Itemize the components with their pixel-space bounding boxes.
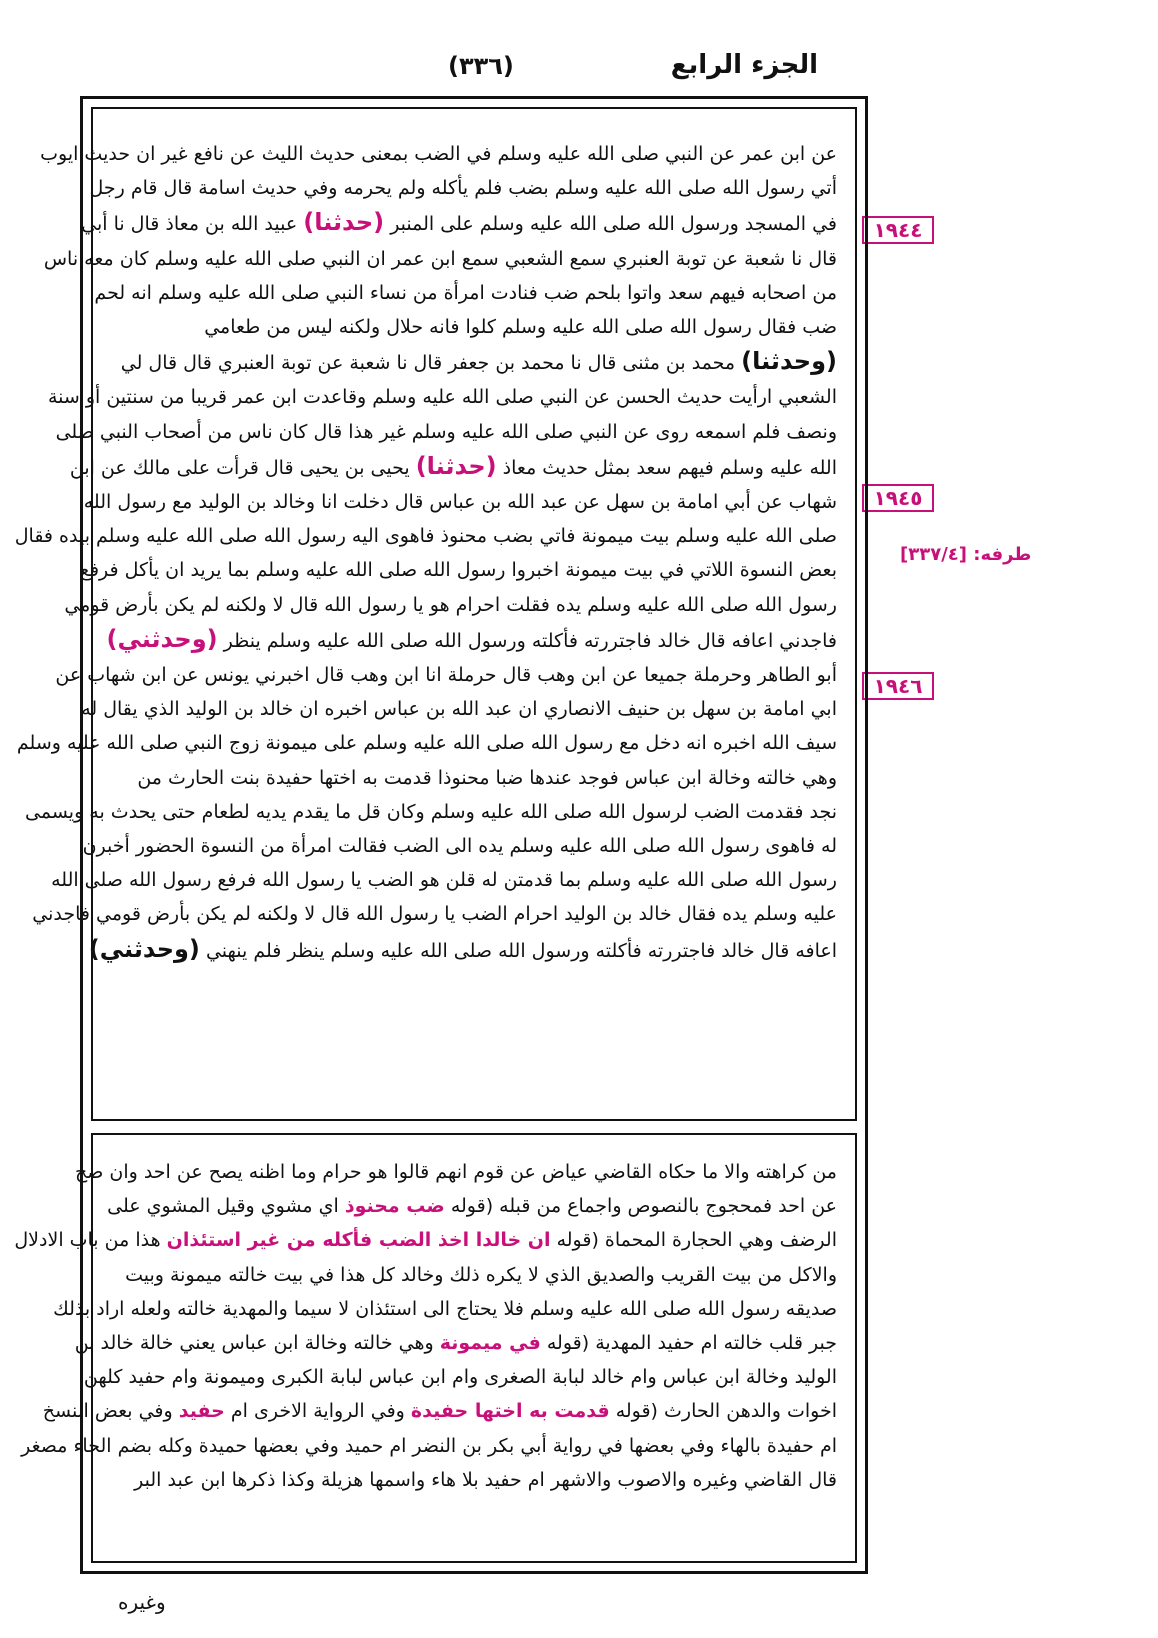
- side-number-1946: ١٩٤٦: [862, 672, 934, 700]
- narration-label: (وحدثني): [88, 934, 200, 963]
- quote-intro: (قوله: [450, 1195, 494, 1218]
- hadith-line: [81, 205, 837, 241]
- hadith-text-box: [14, 107, 857, 1121]
- commentary-line: [14, 1223, 837, 1257]
- hadith-line-text: اعافه قال خالد فاجتررته فأكلته ورسول الله صلى الله عليه وسلم ينظر فلم ينهني: [205, 939, 837, 962]
- commentary-line: ام حفيدة بالهاء وفي بعضها في رواية أبي بكر بن النضر ام حميد وفي بعضها حميدة وكله بضم الحاء مصغر: [21, 1434, 837, 1457]
- commentary-line-text: هذا من باب الادلال: [14, 1229, 161, 1252]
- footer-catchword: وغيره: [118, 1590, 166, 1614]
- commentary-line-text: الرضف وهي الحجارة المحماة: [604, 1229, 837, 1252]
- hadith-line: [111, 344, 837, 380]
- side-cross-reference: طرفه: [٣٣٧/٤]: [900, 544, 1032, 565]
- hadith-line: الشعبي ارأيت حديث الحسن عن النبي صلى الله عليه وسلم وقاعدت ابن عمر قريبا من سنتين أو سنة: [47, 386, 837, 409]
- hadith-line-text: عبيد الله بن معاذ قال نا أبي: [81, 213, 298, 236]
- hadith-line: عليه وسلم يده فقال خالد بن الوليد احرام الضب يا رسول الله قال لا ولكنه لم يكن بأرض قومي فاجدني: [32, 903, 837, 926]
- page-frame: [14, 96, 868, 1574]
- hadith-line-text: محمد بن مثنى قال نا محمد بن جعفر قال نا شعبة عن توبة العنبري قال قال لي: [120, 352, 736, 375]
- commentary-text: [14, 1155, 837, 1497]
- quote-intro: (قوله: [556, 1229, 599, 1252]
- commentary-line: الوليد وخالة ابن عباس وام خالد لبابة الصغرى وام ابن عباس لبابة الكبرى وميمونة وام حفيد كلهن: [83, 1366, 837, 1389]
- hadith-line-text: في المسجد ورسول الله صلى الله عليه وسلم على المنبر: [390, 213, 837, 236]
- hadith-line: نجد فقدمت الضب لرسول الله صلى الله عليه وسلم وكان قل ما يقدم يديه لطعام حتى يحدث به ويسمى: [25, 800, 837, 823]
- hadith-line: [106, 622, 837, 658]
- hadith-line: شهاب عن أبي امامة بن سهل عن عبد الله بن عباس قال دخلت انا وخالد بن الوليد مع رسول الله: [83, 491, 837, 514]
- quote-intro: (قوله: [546, 1332, 590, 1355]
- hadith-line: رسول الله صلى الله عليه وسلم بما قدمتن له قلن هو الضب يا رسول الله فرفع رسول الله صلى الله: [51, 869, 837, 892]
- commentary-line-text: وفي الرواية الاخرى ام: [230, 1400, 405, 1423]
- commentary-line: صديقه رسول الله صلى الله عليه وسلم فلا يحتاج الى استئذان لا سيما والمهدية خالته ولعله اراد بذلك: [53, 1297, 837, 1320]
- hadith-line: له فاهوى رسول الله صلى الله عليه وسلم يده الى الضب فقالت امرأة من النسوة الحضور أخبرن: [82, 835, 837, 858]
- hadith-line: أبو الطاهر وحرملة جميعا عن ابن وهب قال حرملة انا ابن وهب قال اخبرني يونس عن ابن شهاب عن: [55, 664, 837, 687]
- hadith-line: صلى الله عليه وسلم بيت ميمونة فاتي بضب محنوذ فاهوى اليه رسول الله صلى الله عليه وسلم بيده فقال: [14, 525, 837, 548]
- commentary-line: والاكل من بيت القريب والصديق الذي لا يكره ذلك وخالد كل هذا في بيت خالته ميمونة وبيت: [125, 1263, 837, 1286]
- commentary-line-text: عن احد فمحجوج بالنصوص واجماع من قبله: [499, 1195, 837, 1218]
- hadith-line: قال نا شعبة عن توبة العنبري سمع الشعبي سمع ابن عمر ان النبي صلى الله عليه وسلم كان معه ناس: [43, 247, 837, 270]
- hadith-line: وهي خالته وخالة ابن عباس فوجد عندها ضبا محنوذا قدمت به اختها حفيدة بنت الحارث من: [137, 766, 837, 789]
- hadith-line: [88, 932, 837, 968]
- quoted-term: قدمت به اختها حفيدة: [410, 1400, 610, 1423]
- commentary-line-text: وهي خالته وخالة ابن عباس يعني خالة خالد بن: [74, 1332, 434, 1355]
- page-number: (٣٣٦): [448, 52, 514, 80]
- hadith-line: ونصف فلم اسمعه روى عن النبي صلى الله عليه وسلم غير هذا قال كان ناس من أصحاب النبي صلى: [55, 420, 837, 443]
- side-number-1944: ١٩٤٤: [862, 216, 934, 244]
- commentary-line-text: اي مشوي وقيل المشوي على: [107, 1195, 339, 1218]
- commentary-line: [107, 1189, 837, 1223]
- hadith-line: سيف الله اخبره انه دخل مع رسول الله صلى الله عليه وسلم على ميمونة زوج النبي صلى الله عليه وسلم: [16, 732, 837, 755]
- commentary-line-text: وفي بعض النسخ: [42, 1400, 173, 1423]
- quoted-term: في ميمونة: [439, 1332, 541, 1355]
- narration-label: (حدثنا): [303, 208, 385, 237]
- commentary-box: [14, 1133, 857, 1563]
- hadith-line-text: الله عليه وسلم فيهم سعد بمثل حديث معاذ: [502, 456, 837, 479]
- commentary-line: قال القاضي وغيره والاصوب والاشهر ام حفيد بلا هاء واسمها هزيلة وكذا ذكرها ابن عبد البر: [134, 1468, 837, 1491]
- hadith-line: ابي امامة بن سهل بن حنيف الانصاري ان عبد الله بن عباس اخبره ان خالد بن الوليد الذي يقال له: [81, 698, 837, 721]
- quoted-term: ضب محنوذ: [344, 1195, 445, 1218]
- commentary-line: من كراهته والا ما حكاه القاضي عياض عن قوم انهم قالوا هو حرام وما اظنه يصح عن احد وان صح: [74, 1161, 837, 1183]
- commentary-line: [74, 1326, 837, 1360]
- hadith-line-text: فاجدني اعافه قال خالد فاجتررته فأكلته ورسول الله صلى الله عليه وسلم ينظر: [223, 629, 837, 652]
- quoted-term: ان خالدا اخذ الضب فأكله من غير استئذان: [166, 1229, 551, 1252]
- quoted-term: حفيد: [178, 1400, 225, 1423]
- narration-label: (وحدثنا): [741, 347, 837, 376]
- commentary-line-text: جبر قلب خالته ام حفيد المهدية: [595, 1332, 837, 1355]
- commentary-line: [42, 1394, 837, 1428]
- hadith-line: عن ابن عمر عن النبي صلى الله عليه وسلم في الضب بمعنى حديث الليث عن نافع غير ان حديث ايوب: [40, 143, 837, 165]
- hadith-line: أتي رسول الله صلى الله عليه وسلم بضب فلم يأكله ولم يحرمه وفي حديث اسامة قال قام رجل: [89, 177, 837, 200]
- narration-label: (وحدثني): [106, 624, 218, 653]
- hadith-text: [14, 137, 837, 968]
- commentary-line-text: اخوات والدهن الحارث: [664, 1400, 837, 1423]
- hadith-line: رسول الله صلى الله عليه وسلم يده فقلت احرام هو يا رسول الله قال لا ولكنه لم يكن بأرض قومي: [64, 593, 837, 616]
- side-number-1945: ١٩٤٥: [862, 484, 934, 512]
- hadith-line: بعض النسوة اللاتي في بيت ميمونة اخبروا رسول الله صلى الله عليه وسلم بما يريد ان يأكل فرفع: [79, 559, 837, 582]
- hadith-line: [69, 449, 837, 485]
- hadith-line: من اصحابه فيهم سعد واتوا بلحم ضب فنادت امرأة من نساء النبي صلى الله عليه وسلم انه لحم: [94, 281, 837, 304]
- quote-intro: (قوله: [615, 1400, 658, 1423]
- hadith-line-text: يحيى بن يحيى قال قرأت على مالك عن ابن: [69, 456, 410, 479]
- narration-label: (حدثنا): [415, 451, 497, 480]
- hadith-line: ضب فقال رسول الله صلى الله عليه وسلم كلوا فانه حلال ولكنه ليس من طعامي: [204, 316, 837, 339]
- page-header-part: الجزء الرابع: [670, 50, 818, 80]
